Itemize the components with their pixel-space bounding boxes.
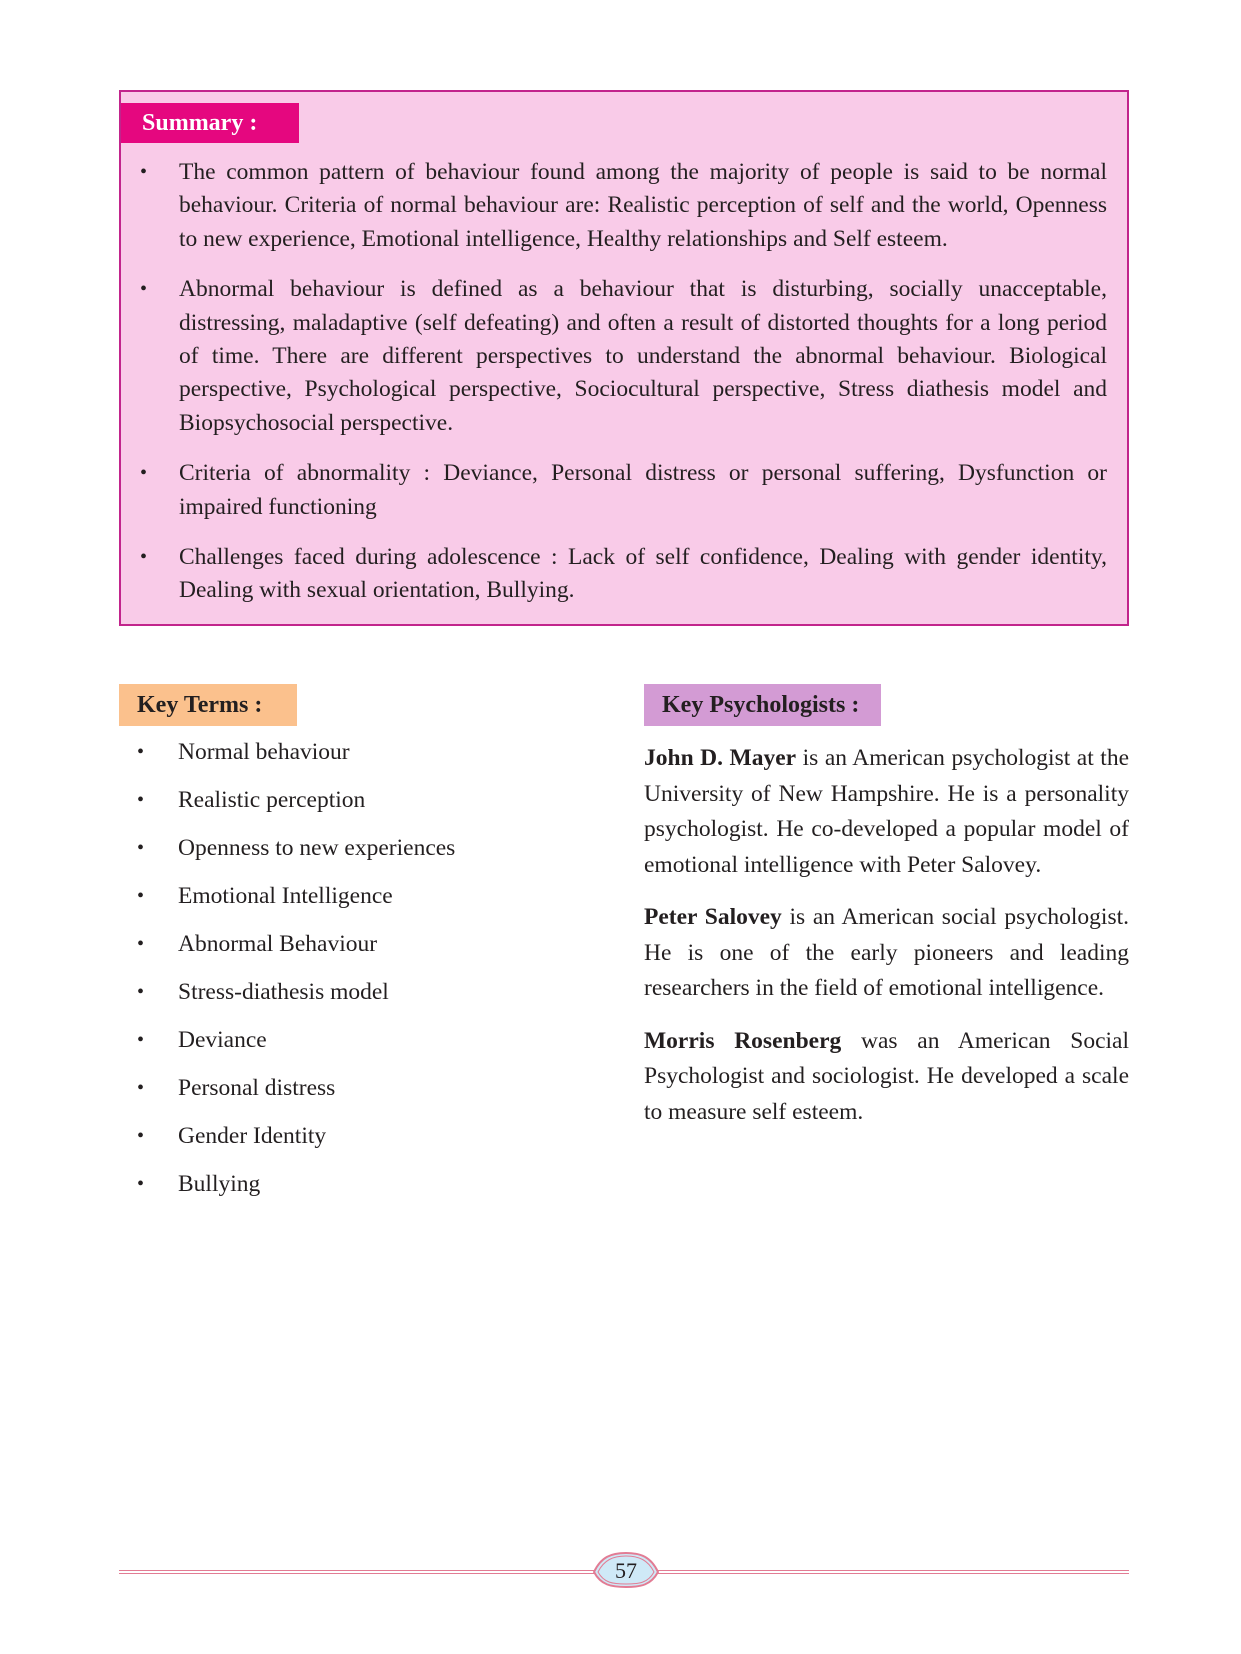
bullet-icon: • [137,741,145,763]
bullet-icon: • [140,462,148,485]
key-term-text: Abnormal Behaviour [178,931,378,957]
key-term-text: Personal distress [178,1075,336,1101]
page-number-badge [591,1551,661,1589]
key-term-item [119,783,455,831]
summary-point-text: Abnormal behaviour is defined as a behaviour that is disturbing, socially unacceptable, distressing, maladaptive (self defeating) and often a result of distorted thoughts for a long period of time. There are different perspectives to understand the abnormal behaviour. Biological perspective, Psychological perspective, Sociocultural perspective, Stress diathesis model and Biopsychosocial perspective. [179,276,1107,436]
key-term-text: Gender Identity [178,1123,327,1149]
psychologist-name: John D. Mayer [644,745,797,771]
key-psychologists-heading: Key Psychologists : [644,684,881,726]
key-term-item [119,927,455,975]
key-term-text: Stress-diathesis model [178,979,389,1005]
psychologist-description: was an American Social Psychologist and sociologist. He developed a scale to measure self esteem. [644,1027,1129,1125]
psychologist-description: is an American social psychologist. He is one of the early pioneers and leading researchers in the field of emotional intelligence. [644,904,1129,1001]
key-terms-list [119,735,455,1215]
summary-point [121,541,1127,608]
bullet-icon: • [140,161,148,183]
psychologist-entry [644,1024,1129,1131]
key-psychologists-section [644,741,1129,1147]
bullet-icon: • [137,1077,145,1099]
bullet-icon: • [140,546,148,569]
summary-point [121,273,1127,440]
key-term-item [119,1071,455,1119]
key-term-item [119,1023,455,1071]
bullet-icon: • [137,1029,145,1051]
summary-point [121,156,1127,256]
bullet-icon: • [137,837,145,859]
bullet-icon: • [137,1173,145,1195]
key-term-item [119,879,455,927]
bullet-icon: • [137,981,145,1003]
psychologist-name: Morris Rosenberg [644,1027,842,1054]
bullet-icon: • [140,278,148,301]
page-number: 57 [615,1558,637,1583]
key-terms-heading: Key Terms : [119,684,297,726]
bullet-icon: • [137,789,145,811]
psychologist-description: is an American psychologist at the University of New Hampshire. He is a personality psychologist. He co-developed a popular model of emotional intelligence with Peter Salovey. [644,745,1130,878]
summary-box [119,90,1129,626]
key-term-item [119,1167,455,1215]
psychologist-entry [644,900,1129,1007]
summary-point [121,457,1127,524]
summary-list [121,156,1127,625]
bullet-icon: • [137,1125,145,1147]
key-term-text: Emotional Intelligence [178,883,393,909]
bullet-icon: • [137,885,145,907]
summary-point-text: Criteria of abnormality : Deviance, Personal distress or personal suffering, Dysfunction or impaired functioning [179,460,1107,520]
key-term-text: Normal behaviour [178,739,350,765]
summary-point-text: The common pattern of behaviour found among the majority of people is said to be normal behaviour. Criteria of normal behaviour are: Realistic perception of self and the world, Openness to new experience, Emotional intelligence, Healthy relationships and Self esteem. [179,159,1107,252]
key-term-item [119,735,455,783]
key-term-text: Realistic perception [178,787,366,813]
key-term-text: Bullying [178,1171,261,1197]
key-term-item [119,975,455,1023]
summary-point-text: Challenges faced during adolescence : Lack of self confidence, Dealing with gender identity, Dealing with sexual orientation, Bullying. [179,544,1107,604]
key-term-text: Openness to new experiences [178,835,456,861]
bullet-icon: • [137,933,145,955]
psychologist-entry [644,741,1129,883]
psychologist-name: Peter Salovey [644,904,782,930]
key-term-text: Deviance [178,1027,267,1053]
key-term-item [119,1119,455,1167]
key-term-item [119,831,455,879]
summary-heading: Summary : [121,103,299,143]
